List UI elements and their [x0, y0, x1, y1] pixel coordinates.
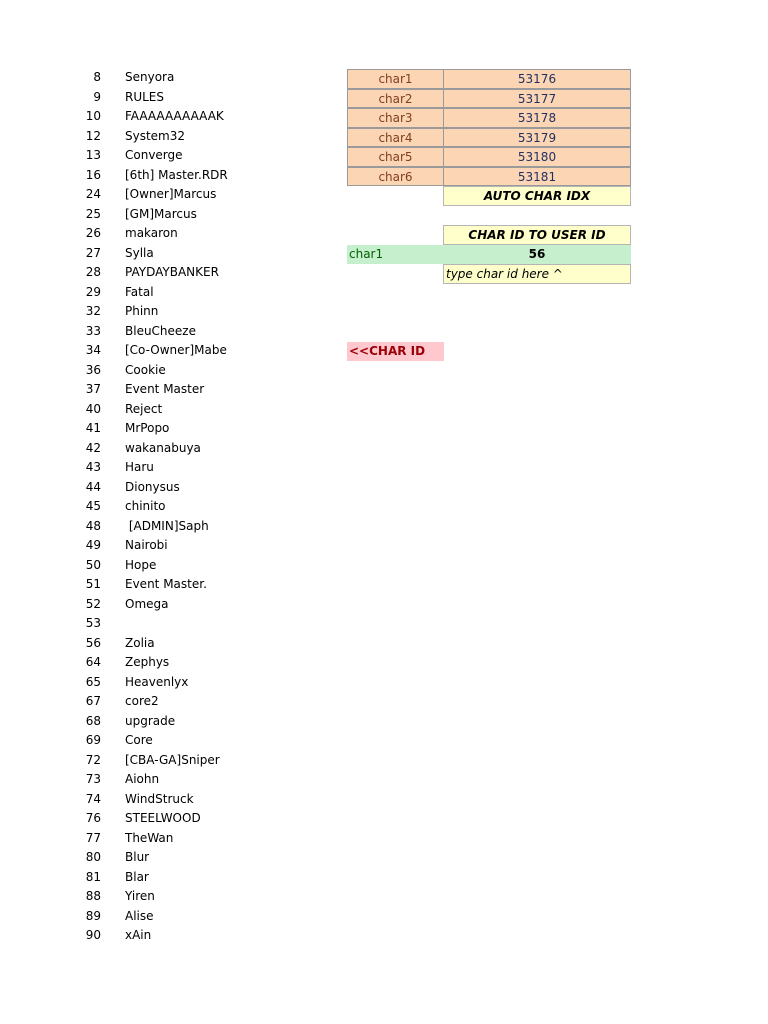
user-id-cell[interactable]: 50	[85, 557, 101, 572]
user-name-cell[interactable]: Aiohn	[125, 772, 160, 786]
char-label-cell[interactable]: char6	[347, 167, 444, 187]
char-label-cell[interactable]: char1	[347, 69, 444, 89]
user-name-cell[interactable]: Nairobi	[125, 538, 168, 552]
user-name-cell[interactable]: Reject	[125, 401, 163, 416]
user-id-cell[interactable]: 9	[93, 89, 101, 104]
user-row	[0, 127, 300, 147]
lookup-hint: type char id here ^	[443, 264, 631, 284]
user-id-cell[interactable]: 40	[85, 401, 101, 416]
user-name-cell[interactable]: Blar	[125, 869, 149, 884]
user-row	[0, 731, 300, 751]
user-id-cell[interactable]: 73	[85, 772, 101, 786]
user-id-cell[interactable]: 81	[85, 869, 101, 884]
user-name-cell[interactable]: PAYDAYBANKER	[125, 265, 219, 279]
char-id-marker: <<CHAR ID	[347, 342, 444, 362]
user-row	[0, 751, 300, 771]
user-id-cell[interactable]: 27	[85, 245, 101, 260]
lookup-title: CHAR ID TO USER ID	[443, 225, 631, 245]
user-id-cell[interactable]: 68	[85, 713, 101, 728]
user-name-cell[interactable]: Senyora	[125, 70, 175, 84]
user-row	[0, 361, 300, 381]
user-name-cell[interactable]: core2	[125, 694, 159, 708]
user-row	[0, 166, 300, 186]
user-name-cell[interactable]: Blur	[125, 850, 150, 864]
user-row	[0, 575, 300, 595]
user-name-cell[interactable]: Zolia	[125, 635, 155, 650]
user-row	[0, 692, 300, 712]
user-id-cell[interactable]: 72	[85, 752, 101, 767]
user-id-cell[interactable]: 10	[85, 109, 101, 123]
user-row	[0, 419, 300, 439]
user-id-cell[interactable]: 41	[85, 421, 101, 435]
user-row	[0, 653, 300, 673]
user-name-cell[interactable]: Converge	[125, 148, 183, 162]
user-name-cell[interactable]: Cookie	[125, 362, 166, 377]
user-id-cell[interactable]: 37	[85, 382, 101, 396]
user-id-cell[interactable]: 12	[85, 128, 101, 143]
char-id-cell[interactable]: 53180	[443, 147, 631, 167]
user-row	[0, 302, 300, 322]
user-row	[0, 556, 300, 576]
user-name-cell[interactable]: [ADMIN]Saph	[125, 518, 209, 533]
user-row	[0, 439, 300, 459]
user-row	[0, 400, 300, 420]
user-id-cell[interactable]: 16	[85, 167, 101, 182]
user-row	[0, 614, 300, 634]
user-id-cell[interactable]: 51	[85, 577, 101, 591]
user-row	[0, 185, 300, 205]
user-name-cell[interactable]: chinito	[125, 499, 166, 513]
user-row	[0, 887, 300, 907]
user-name-cell[interactable]: Yiren	[125, 889, 155, 903]
user-id-list	[0, 68, 300, 946]
user-row	[0, 536, 300, 556]
user-row	[0, 88, 300, 108]
user-name-cell[interactable]: TheWan	[125, 830, 174, 845]
user-name-cell[interactable]: [6th] Master.RDR	[125, 167, 228, 182]
user-row	[0, 224, 300, 244]
char-id-cell[interactable]: 53178	[443, 108, 631, 128]
user-name-cell[interactable]: Dionysus	[125, 479, 180, 494]
user-id-cell[interactable]: 89	[85, 908, 101, 923]
user-id-cell[interactable]: 80	[85, 850, 101, 864]
user-id-cell[interactable]: 42	[85, 440, 101, 455]
user-id-cell[interactable]: 43	[85, 460, 101, 474]
user-name-cell[interactable]: System32	[125, 128, 186, 143]
user-name-cell[interactable]: Sylla	[125, 245, 154, 260]
user-row	[0, 341, 300, 361]
user-id-cell[interactable]: 8	[93, 70, 101, 84]
user-name-cell[interactable]: BleuCheeze	[125, 323, 196, 338]
user-row	[0, 458, 300, 478]
user-row	[0, 829, 300, 849]
user-name-cell[interactable]: [GM]Marcus	[125, 206, 197, 221]
user-id-cell[interactable]: 65	[85, 674, 101, 689]
user-id-cell[interactable]: 36	[85, 362, 101, 377]
user-name-cell[interactable]: STEELWOOD	[125, 811, 201, 825]
user-row	[0, 497, 300, 517]
user-row	[0, 790, 300, 810]
user-row	[0, 634, 300, 654]
user-name-cell[interactable]: Omega	[125, 596, 169, 611]
user-name-cell[interactable]: xAin	[125, 928, 152, 942]
user-row	[0, 107, 300, 127]
user-name-cell[interactable]: Event Master	[125, 382, 205, 396]
user-name-cell[interactable]: makaron	[125, 226, 178, 240]
user-id-cell[interactable]: 76	[85, 811, 101, 825]
user-name-cell[interactable]: Core	[125, 733, 153, 747]
user-id-cell[interactable]: 25	[85, 206, 101, 221]
user-id-cell[interactable]: 64	[85, 655, 101, 669]
user-row	[0, 244, 300, 264]
user-row	[0, 478, 300, 498]
user-name-cell[interactable]: [Co-Owner]Mabe	[125, 343, 227, 357]
user-name-cell[interactable]: Zephys	[125, 655, 170, 669]
user-row	[0, 673, 300, 693]
user-id-cell[interactable]: 44	[85, 479, 101, 494]
user-id-cell[interactable]: 53	[85, 616, 101, 630]
char-label-cell[interactable]: char3	[347, 108, 444, 128]
user-id-cell[interactable]: 13	[85, 148, 101, 162]
user-name-cell[interactable]: upgrade	[125, 713, 176, 728]
lookup-input-label[interactable]: char1	[347, 245, 444, 265]
user-name-cell[interactable]: FAAAAAAAAAAK	[125, 109, 224, 123]
user-name-cell[interactable]: [Owner]Marcus	[125, 187, 217, 201]
user-name-cell[interactable]: Fatal	[125, 284, 154, 299]
user-name-cell[interactable]: MrPopo	[125, 421, 170, 435]
user-row	[0, 595, 300, 615]
user-row	[0, 868, 300, 888]
user-row	[0, 146, 300, 166]
user-id-cell[interactable]: 29	[85, 284, 101, 299]
user-row	[0, 322, 300, 342]
user-id-cell[interactable]: 33	[85, 323, 101, 338]
user-id-cell[interactable]: 26	[85, 226, 101, 240]
user-row	[0, 848, 300, 868]
user-id-cell[interactable]: 67	[85, 694, 101, 708]
user-row	[0, 283, 300, 303]
auto-char-idx-label: AUTO CHAR IDX	[443, 186, 631, 206]
user-id-cell[interactable]: 32	[85, 304, 101, 318]
user-name-cell[interactable]: [CBA-GA]Sniper	[125, 752, 220, 767]
user-row	[0, 517, 300, 537]
user-id-cell[interactable]: 56	[85, 635, 101, 650]
user-id-cell[interactable]: 90	[85, 928, 101, 942]
user-row	[0, 809, 300, 829]
user-name-cell[interactable]: Event Master.	[125, 577, 207, 591]
user-id-cell[interactable]: 48	[85, 518, 101, 533]
user-row	[0, 712, 300, 732]
user-name-cell[interactable]: Alise	[125, 908, 154, 923]
user-row	[0, 263, 300, 283]
user-row	[0, 770, 300, 790]
user-row	[0, 380, 300, 400]
char-id-cell[interactable]: 53177	[443, 89, 631, 109]
user-row	[0, 205, 300, 225]
char-label-cell[interactable]: char5	[347, 147, 444, 167]
user-id-cell[interactable]: 34	[85, 343, 101, 357]
user-name-cell[interactable]: Haru	[125, 460, 154, 474]
user-row	[0, 68, 300, 88]
char-id-cell[interactable]: 53181	[443, 167, 631, 187]
user-id-cell[interactable]: 88	[85, 889, 101, 903]
user-name-cell[interactable]: Heavenlyx	[125, 674, 189, 689]
user-row	[0, 926, 300, 946]
user-id-cell[interactable]: 74	[85, 791, 101, 806]
user-name-cell[interactable]: Phinn	[125, 304, 159, 318]
user-id-cell[interactable]: 52	[85, 596, 101, 611]
user-name-cell[interactable]: Hope	[125, 557, 157, 572]
user-name-cell[interactable]: RULES	[125, 89, 165, 104]
char-label-cell[interactable]: char4	[347, 128, 444, 148]
lookup-result-cell[interactable]: 56	[443, 245, 631, 265]
char-id-cell[interactable]: 53176	[443, 69, 631, 89]
user-name-cell[interactable]: WindStruck	[125, 791, 194, 806]
user-id-cell[interactable]: 77	[85, 830, 101, 845]
user-name-cell[interactable]: wakanabuya	[125, 440, 201, 455]
char-id-cell[interactable]: 53179	[443, 128, 631, 148]
char-label-cell[interactable]: char2	[347, 89, 444, 109]
user-id-cell[interactable]: 24	[85, 187, 101, 201]
user-id-cell[interactable]: 69	[85, 733, 101, 747]
user-id-cell[interactable]: 49	[85, 538, 101, 552]
user-id-cell[interactable]: 45	[85, 499, 101, 513]
user-id-cell[interactable]: 28	[85, 265, 101, 279]
user-row	[0, 907, 300, 927]
